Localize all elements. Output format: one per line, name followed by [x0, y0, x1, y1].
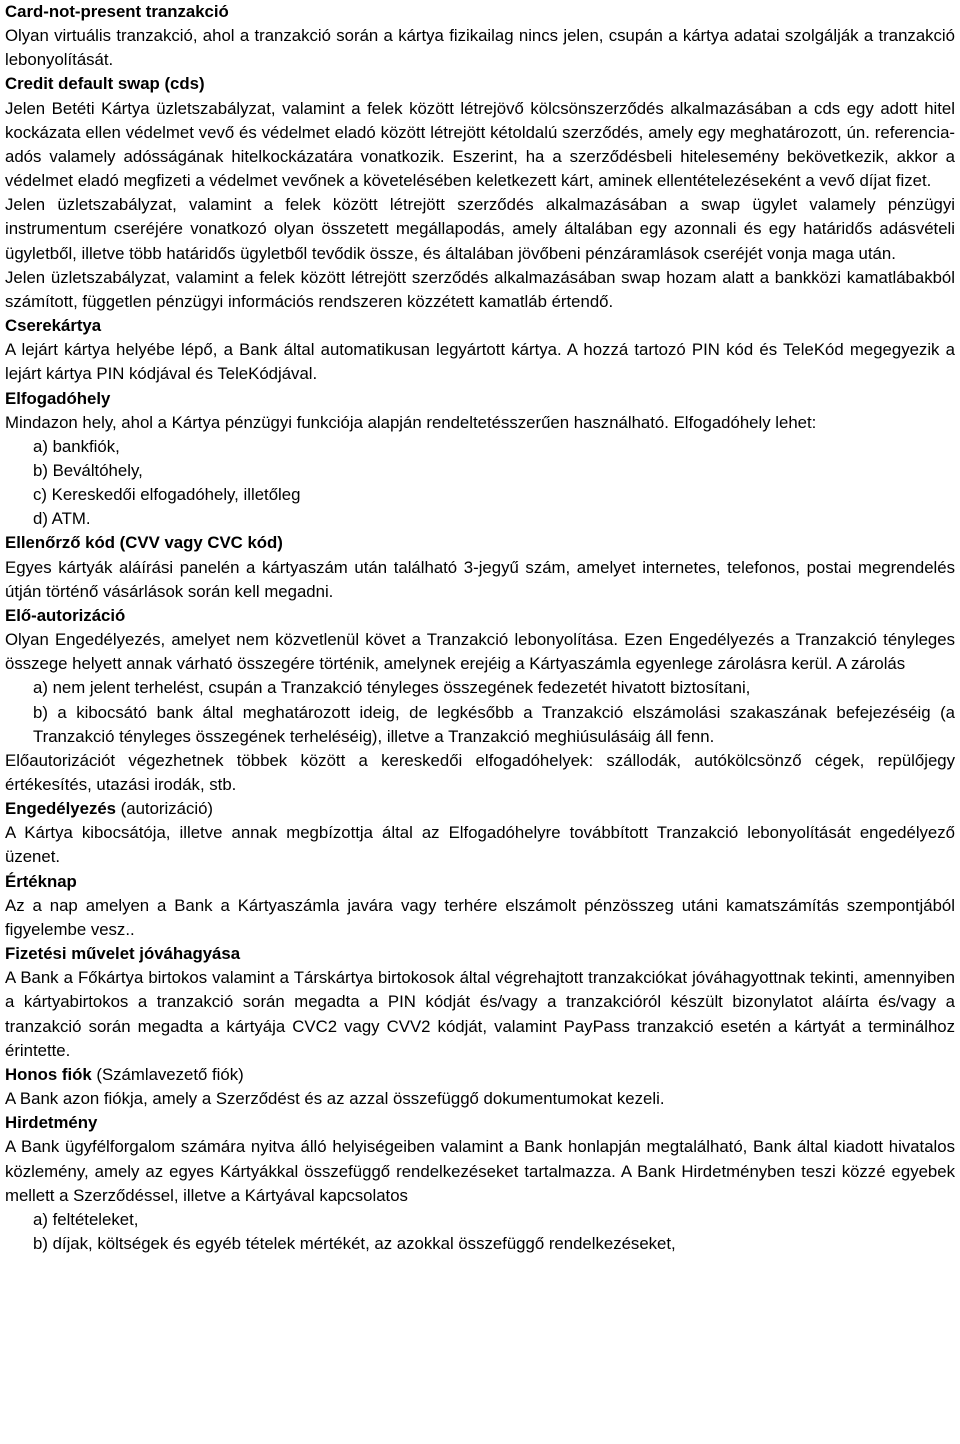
list-item: c) Kereskedői elfogadóhely, illetőleg — [33, 485, 301, 505]
term-heading: Értéknap — [5, 871, 77, 891]
definition-paragraph: Jelen üzletszabályzat, valamint a felek között létrejött szerződés alkalmazásában swap hozam alatt a bankközi kamatlábakból számított, független pénzügyi információs rendszeren közzétett kamatláb értendő. — [5, 267, 955, 311]
term-heading: Fizetési művelet jóváhagyása — [5, 944, 241, 964]
section-erteknap — [5, 870, 955, 942]
definition-paragraph: Jelen Betéti Kártya üzletszabályzat, valamint a felek között létrejövő kölcsönszerződés alkalmazásában a cds egy adott hitel kockázata ellen védelmet vevő és védelmet eladó között létrejött kétoldalú szerződés, amely egy meghatározott, ún. referencia-adós valamely adósságának hitelkockázatára vonatkozik. Eszerint, ha a szerződésbeli hitelesemény bekövetkezik, akkor a védelmet eladó megfizeti a védelmet vevőnek a követelésében keletkezett kárt, aminek ellentételezéseként a vevő díjat fizet. — [5, 98, 955, 191]
term-heading: Credit default swap (cds) — [5, 74, 205, 94]
term-suffix: (autorizáció) — [116, 799, 213, 819]
section-hirdetmeny — [5, 1111, 955, 1256]
term-heading: Cserekártya — [5, 316, 102, 336]
list-item: a) nem jelent terhelést, csupán a Tranzakció tényleges összegének fedezetét hivatott biztosítani, — [33, 678, 751, 698]
term-heading: Ellenőrző kód (CVV vagy CVC kód) — [5, 533, 283, 553]
definition-paragraph: Az a nap amelyen a Bank a Kártyaszámla javára vagy terhére elszámolt pénzösszeg utáni kamatszámítás szempontjából figyelembe vesz.. — [5, 895, 955, 939]
definition-paragraph: Olyan Engedélyezés, amelyet nem közvetlenül követ a Tranzakció lebonyolítása. Ezen Engedélyezés a Tranzakció tényleges összege helyett annak várható összegére történik, amelynek erejéig a Kártyaszámla egyenlege zárolásra kerül. A zárolás — [5, 630, 955, 674]
definition-list — [5, 1208, 955, 1256]
section-elfogadohely — [5, 387, 955, 532]
definition-paragraph: A Kártya kibocsátója, illetve annak megbízottja által az Elfogadóhelyre továbbított Tranzakció lebonyolítását engedélyező üzenet. — [5, 823, 955, 867]
section-elo-autorizacio — [5, 604, 955, 797]
list-item: b) Beváltóhely, — [33, 460, 143, 480]
list-item: b) díjak, költségek és egyéb tételek mértékét, az azokkal összefüggő rendelkezéseket, — [33, 1233, 676, 1253]
definition-paragraph: Egyes kártyák aláírási panelén a kártyaszám után található 3-jegyű szám, amelyet internetes, telefonos, postai megrendelés útján történő vásárlások során kell megadni. — [5, 557, 955, 601]
definition-list — [5, 676, 955, 748]
list-item: d) ATM. — [33, 509, 91, 529]
definition-list — [5, 435, 955, 532]
term-heading: Elő-autorizáció — [5, 605, 126, 625]
section-cserekartya — [5, 314, 955, 386]
definition-paragraph: A Bank azon fiókja, amely a Szerződést és az azzal összefüggő dokumentumokat kezeli. — [5, 1089, 665, 1109]
term-heading: Engedélyezés (autorizáció) — [5, 799, 213, 819]
list-item: a) bankfiók, — [33, 436, 120, 456]
term-heading: Elfogadóhely — [5, 388, 111, 408]
definition-paragraph: Olyan virtuális tranzakció, ahol a tranzakció során a kártya fizikailag nincs jelen, csupán a kártya adatai szolgálják a tranzakció lebonyolítását. — [5, 26, 955, 70]
definition-paragraph: A Bank a Főkártya birtokos valamint a Társkártya birtokosok által végrehajtott tranzakciókat jóváhagyottnak tekinti, amennyiben a kártyabirtokos a tranzakció során megadta a PIN kódját és/vagy a tranzakcióról készült bizonylatot aláírta és/vagy a tranzakció során megadta a kártyája CVC2 vagy CVV2 kódját, valamint PayPass tranzakció esetén a kártyát a terminálhoz érintette. — [5, 968, 955, 1060]
definition-paragraph: A Bank ügyfélforgalom számára nyitva álló helyiségeiben valamint a Bank honlapján megtalálható, Bank által kiadott hivatalos közlemény, amely az egyes Kártyákkal összefüggő rendelkezéseket tartalmazza. A Bank Hirdetményben teszi közzé egyebek mellett a Szerződéssel, illetve a Kártyával kapcsolatos — [5, 1137, 955, 1205]
section-engedelyezes — [5, 797, 955, 869]
section-honos-fiok — [5, 1063, 955, 1111]
definition-paragraph: Jelen üzletszabályzat, valamint a felek között létrejött szerződés alkalmazásában a swap ügylet valamely pénzügyi instrumentum cseréjére vonatkozó olyan összetett megállapodás, amely általában egy azonnali és egy határidős adásvételi ügyletből, illetve több határidős ügyletből tevődik össze, és általában jövőbeni pénzáramlások cseréjét vonja maga után. — [5, 195, 955, 263]
definition-paragraph: Előautorizációt végezhetnek többek között a kereskedői elfogadóhelyek: szállodák, autókölcsönző cégek, repülőjegy értékesítés, utazási irodák, stb. — [5, 750, 955, 794]
term-heading: Card-not-present tranzakció — [5, 2, 229, 21]
definition-paragraph: A lejárt kártya helyébe lépő, a Bank által automatikusan legyártott kártya. A hozzá tartozó PIN kód és TeleKód megegyezik a lejárt kártya PIN kódjával és TeleKódjával. — [5, 340, 955, 384]
list-item: a) feltételeket, — [33, 1209, 139, 1229]
list-item: b) a kibocsátó bank által meghatározott ideig, de legkésőbb a Tranzakció elszámolási szakaszának befejezéséig (a Tranzakció tényleges összegének terheléséig), illetve a Tranzakció meghiúsulásáig áll fenn. — [33, 702, 955, 746]
section-card-not-present — [5, 0, 955, 72]
term-suffix: (Számlavezető fiók) — [91, 1064, 244, 1084]
section-credit-default-swap — [5, 72, 955, 314]
term-heading: Hirdetmény — [5, 1113, 98, 1133]
section-fizetesi-muvelet — [5, 942, 955, 1063]
term-heading: Honos fiók (Számlavezető fiók) — [5, 1064, 244, 1084]
section-ellenorzo-kod — [5, 531, 955, 603]
definition-paragraph: Mindazon hely, ahol a Kártya pénzügyi funkciója alapján rendeltetésszerűen használható. Elfogadóhely lehet: — [5, 412, 817, 432]
